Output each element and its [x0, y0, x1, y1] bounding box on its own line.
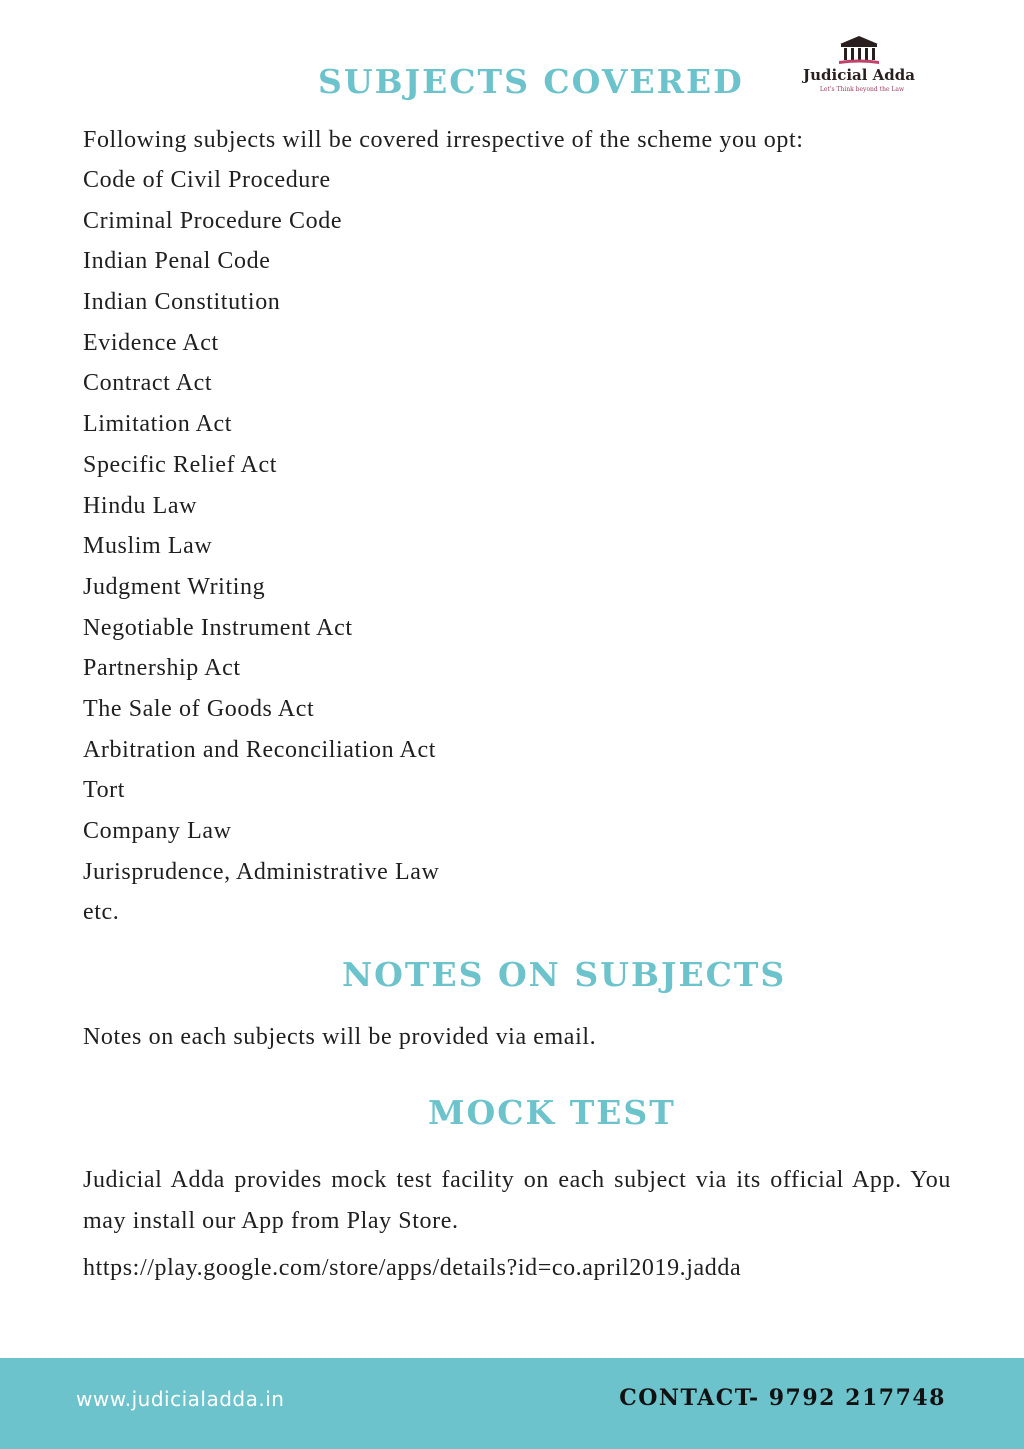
contact-number: CONTACT- 9792 217748	[619, 1385, 946, 1411]
subject-item: Arbitration and Reconciliation Act	[83, 736, 436, 763]
subject-item: Indian Penal Code	[83, 248, 271, 275]
website-link[interactable]: www.judicialadda.in	[76, 1387, 285, 1411]
subject-item: Negotiable Instrument Act	[83, 614, 353, 641]
subjects-covered-heading: SUBJECTS COVERED	[318, 62, 744, 101]
subject-item: Company Law	[83, 818, 232, 844]
subject-item: Criminal Procedure Code	[83, 207, 343, 234]
subject-item: Limitation Act	[83, 411, 233, 438]
footer-bar	[0, 1358, 1024, 1449]
subject-item: Contract Act	[83, 370, 213, 397]
subject-item: Code of Civil Procedure	[83, 167, 331, 193]
notes-on-subjects-heading: NOTES ON SUBJECTS	[342, 955, 787, 994]
play-store-link[interactable]: https://play.google.com/store/apps/details?id=co.april2019.jadda	[83, 1255, 742, 1281]
subject-item: Muslim Law	[83, 533, 213, 560]
subjects-intro: Following subjects will be covered irrespective of the scheme you opt:	[83, 127, 804, 153]
mock-test-heading: MOCK TEST	[428, 1093, 676, 1132]
mock-test-text: Judicial Adda provides mock test facility on each subject via its official App. You may install our App from Play Store.	[83, 1167, 951, 1234]
subject-item: Hindu Law	[83, 492, 198, 519]
subject-item: The Sale of Goods Act	[83, 695, 315, 722]
courthouse-icon	[836, 34, 882, 66]
logo-tagline: Let's Think beyond the Law	[819, 86, 905, 93]
subject-item: Indian Constitution	[83, 289, 281, 316]
logo-name: Judicial Adda	[803, 66, 915, 84]
judicial-adda-logo	[792, 34, 926, 96]
subject-item: Tort	[83, 777, 126, 804]
subject-item: Specific Relief Act	[83, 451, 278, 478]
subject-item: etc.	[83, 899, 120, 926]
subject-item: Evidence Act	[83, 329, 219, 356]
subjects-list	[83, 166, 439, 939]
subject-item: Partnership Act	[83, 655, 241, 682]
subject-item: Judgment Writing	[83, 573, 266, 600]
subject-item: Jurisprudence, Administrative Law	[83, 858, 440, 885]
notes-text: Notes on each subjects will be provided via email.	[83, 1024, 597, 1050]
